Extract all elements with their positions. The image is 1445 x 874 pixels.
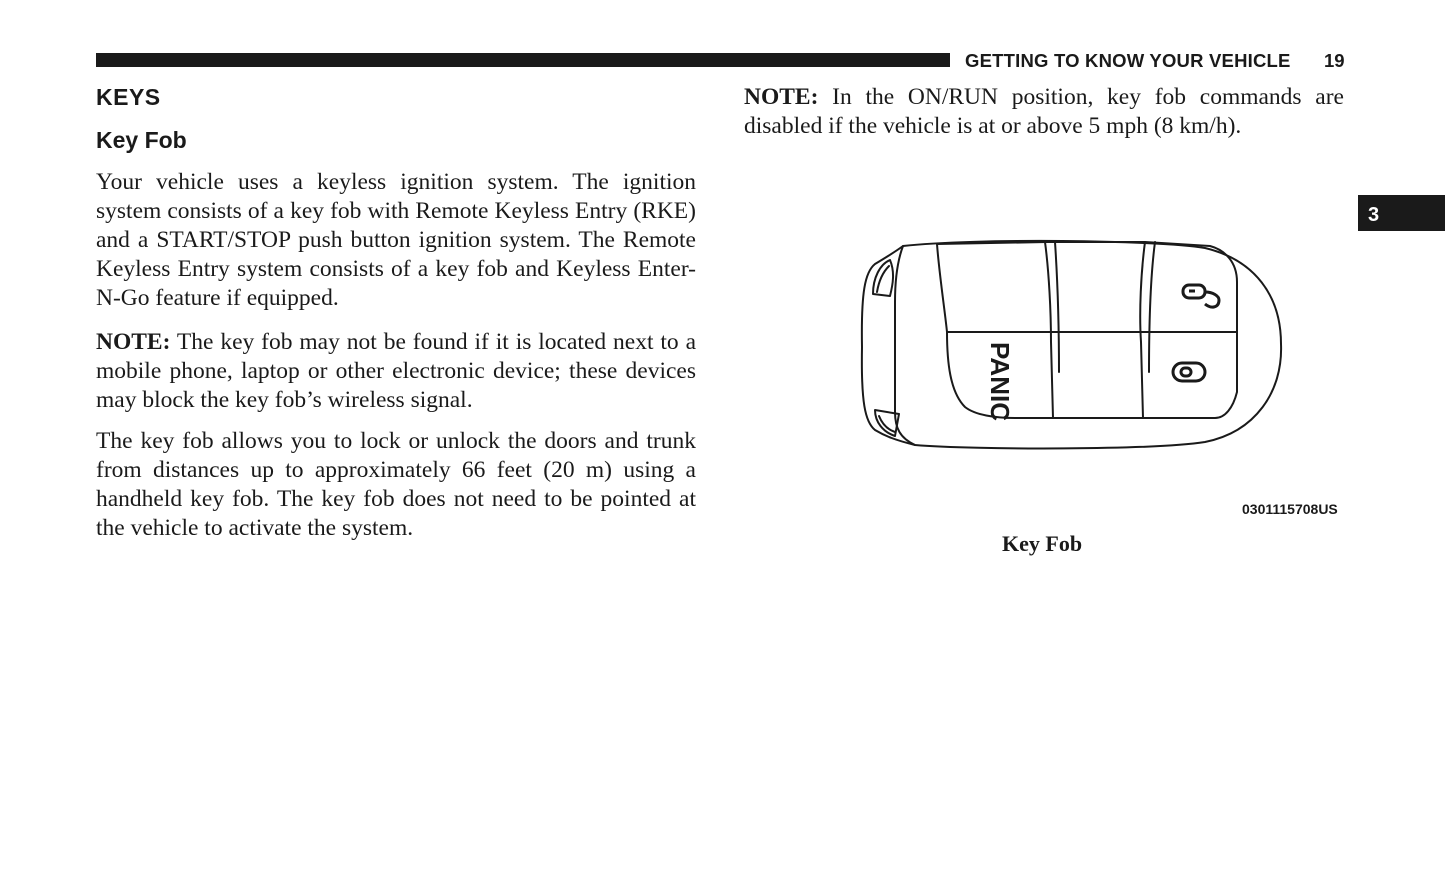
unlock-icon [1183, 285, 1219, 307]
heading-key-fob: Key Fob [96, 127, 187, 153]
chapter-tab-number: 3 [1368, 204, 1380, 226]
figure-code: 0301115708US [1242, 501, 1338, 517]
note-label: NOTE: [744, 84, 819, 110]
separator-left [1045, 242, 1053, 418]
header-rule [96, 53, 950, 67]
heading-keys: KEYS [96, 84, 161, 110]
chapter-tab [1358, 195, 1445, 231]
note-text: In the ON/RUN position, key fob commands are disabled if the vehicle is at or above 5 mph (8 km/h). [744, 84, 1344, 139]
note-speed [744, 83, 1344, 141]
lock-icon [1173, 363, 1205, 381]
page-number: 19 [1324, 50, 1345, 71]
fob-slot-top [873, 260, 893, 296]
paragraph-range: The key fob allows you to lock or unlock the doors and trunk from distances up to approximately 66 feet (20 m) using a handheld key fob. The key fob does not need to be pointed at the vehicle to activate the system. [96, 428, 696, 541]
note-text: The key fob may not be found if it is located next to a mobile phone, laptop or other electronic device; these devices may block the key fob’s wireless signal. [96, 329, 696, 413]
figure-caption: Key Fob [1002, 531, 1083, 556]
note-label: NOTE: [96, 329, 171, 355]
note-signal [96, 328, 696, 415]
section-title: GETTING TO KNOW YOUR VEHICLE [965, 50, 1291, 71]
separator-right [1140, 242, 1145, 418]
key-fob-illustration [855, 232, 1285, 462]
paragraph-intro: Your vehicle uses a keyless ignition system. The ignition system consists of a key fob with Remote Keyless Entry (RKE) and a START/STOP push button ignition system. The Remote Keyless Entry system consists of a key fob and Keyless Enter-N-Go feature if equipped. [96, 169, 696, 311]
button-panel [937, 242, 1237, 418]
panic-label: PANIC [985, 342, 1015, 421]
